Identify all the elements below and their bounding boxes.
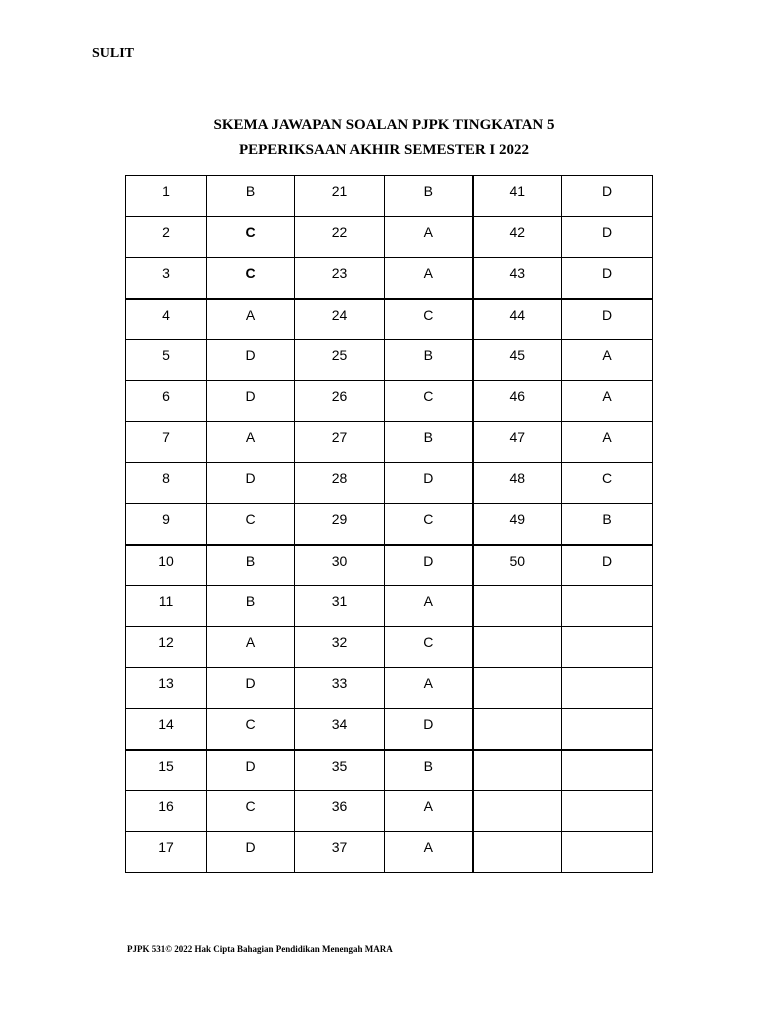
answer-cell xyxy=(385,381,473,422)
answer-cell xyxy=(562,586,653,627)
answer-key-body xyxy=(126,176,653,873)
question-number-cell xyxy=(295,463,385,504)
answer-letter: C xyxy=(423,388,434,404)
question-number: 3 xyxy=(162,265,170,281)
answer-cell xyxy=(562,381,653,422)
question-number-cell xyxy=(295,545,385,586)
answer-letter xyxy=(562,832,652,839)
table-row xyxy=(126,504,653,545)
table-row xyxy=(126,668,653,709)
table-row xyxy=(126,832,653,873)
question-number-cell xyxy=(126,217,207,258)
question-number-cell xyxy=(473,791,562,832)
answer-cell xyxy=(207,422,295,463)
table-row xyxy=(126,381,653,422)
question-number: 45 xyxy=(509,347,526,363)
question-number-cell xyxy=(473,381,562,422)
answer-letter: A xyxy=(423,839,433,855)
question-number: 4 xyxy=(162,306,170,323)
answer-cell xyxy=(562,791,653,832)
question-number xyxy=(474,709,562,716)
answer-cell xyxy=(207,504,295,545)
question-number-cell xyxy=(126,709,207,750)
question-number: 15 xyxy=(158,757,174,774)
answer-cell xyxy=(207,750,295,791)
document-title: SKEMA JAWAPAN SOALAN PJPK TINGKATAN 5 xyxy=(213,117,555,133)
table-row xyxy=(126,791,653,832)
question-number-cell xyxy=(473,258,562,299)
question-number-cell xyxy=(473,627,562,668)
question-number: 48 xyxy=(509,470,526,486)
answer-cell xyxy=(562,832,653,873)
answer-cell xyxy=(562,709,653,750)
question-number: 10 xyxy=(158,552,174,569)
answer-cell xyxy=(207,709,295,750)
question-number: 34 xyxy=(331,716,348,732)
question-number: 22 xyxy=(331,224,348,240)
question-number: 25 xyxy=(331,347,348,363)
question-number xyxy=(474,832,562,839)
question-number-cell xyxy=(126,545,207,586)
answer-cell xyxy=(385,586,473,627)
answer-letter: C xyxy=(245,265,256,281)
question-number-cell xyxy=(295,668,385,709)
answer-cell xyxy=(385,709,473,750)
question-number: 37 xyxy=(331,839,348,855)
question-number: 28 xyxy=(331,470,348,486)
table-row xyxy=(126,463,653,504)
answer-cell xyxy=(385,627,473,668)
answer-cell xyxy=(562,627,653,668)
table-row xyxy=(126,750,653,791)
question-number-cell xyxy=(126,299,207,340)
answer-letter xyxy=(562,586,652,593)
question-number-cell xyxy=(473,340,562,381)
question-number-cell xyxy=(295,299,385,340)
table-row xyxy=(126,176,653,217)
question-number xyxy=(474,751,562,758)
question-number-cell xyxy=(473,586,562,627)
question-number: 23 xyxy=(331,265,348,281)
answer-cell xyxy=(385,545,473,586)
question-number-cell xyxy=(126,422,207,463)
answer-letter: A xyxy=(245,306,256,323)
answer-letter: B xyxy=(423,347,433,363)
question-number: 30 xyxy=(331,552,348,569)
question-number: 17 xyxy=(158,839,174,855)
answer-key-table xyxy=(125,175,653,873)
answer-cell xyxy=(385,176,473,217)
answer-letter: C xyxy=(245,798,256,814)
table-row xyxy=(126,709,653,750)
answer-letter xyxy=(562,627,652,634)
answer-letter xyxy=(562,709,652,716)
answer-cell xyxy=(562,299,653,340)
answer-cell xyxy=(562,668,653,709)
answer-cell xyxy=(207,627,295,668)
answer-cell xyxy=(207,299,295,340)
question-number-cell xyxy=(295,627,385,668)
answer-letter: A xyxy=(245,429,256,445)
question-number-cell xyxy=(473,832,562,873)
question-number xyxy=(474,668,562,675)
question-number: 46 xyxy=(509,388,526,404)
question-number-cell xyxy=(126,668,207,709)
question-number-cell xyxy=(295,750,385,791)
question-number: 32 xyxy=(331,634,348,650)
copyright-footer: PJPK 531© 2022 Hak Cipta Bahagian Pendidikan Menengah MARA xyxy=(127,944,393,954)
question-number-cell xyxy=(295,176,385,217)
question-number-cell xyxy=(295,586,385,627)
answer-letter: B xyxy=(423,183,433,199)
question-number-cell xyxy=(126,791,207,832)
table-row xyxy=(126,586,653,627)
question-number: 7 xyxy=(162,429,170,445)
answer-cell xyxy=(562,217,653,258)
question-number-cell xyxy=(295,340,385,381)
answer-letter: A xyxy=(423,593,433,609)
table-row xyxy=(126,340,653,381)
question-number-cell xyxy=(295,422,385,463)
question-number: 47 xyxy=(509,429,526,445)
answer-letter: A xyxy=(602,388,612,404)
question-number: 2 xyxy=(162,224,170,240)
answer-letter: B xyxy=(245,552,256,569)
answer-letter: A xyxy=(423,224,433,240)
table-row xyxy=(126,299,653,340)
question-number: 35 xyxy=(331,757,348,774)
answer-cell xyxy=(207,340,295,381)
answer-letter: C xyxy=(423,511,434,527)
answer-cell xyxy=(207,832,295,873)
answer-letter: B xyxy=(423,757,433,774)
question-number-cell xyxy=(126,176,207,217)
question-number xyxy=(474,791,562,798)
question-number: 42 xyxy=(509,224,526,240)
question-number xyxy=(474,627,562,634)
answer-letter: D xyxy=(601,552,613,569)
question-number-cell xyxy=(126,463,207,504)
answer-letter: A xyxy=(423,265,433,281)
question-number-cell xyxy=(295,504,385,545)
question-number-cell xyxy=(473,504,562,545)
document-subtitle: PEPERIKSAAN AKHIR SEMESTER I 2022 xyxy=(238,142,530,158)
question-number: 29 xyxy=(331,511,348,527)
question-number-cell xyxy=(473,750,562,791)
question-number: 44 xyxy=(509,306,526,323)
question-number: 14 xyxy=(158,716,174,732)
answer-letter: D xyxy=(601,265,613,281)
question-number-cell xyxy=(473,709,562,750)
table-row xyxy=(126,545,653,586)
question-number-cell xyxy=(295,258,385,299)
question-number-cell xyxy=(126,258,207,299)
answer-cell xyxy=(207,258,295,299)
answer-letter: C xyxy=(245,511,256,527)
question-number: 24 xyxy=(331,306,348,323)
question-number: 50 xyxy=(509,552,526,569)
question-number: 26 xyxy=(331,388,348,404)
question-number-cell xyxy=(473,668,562,709)
question-number-cell xyxy=(126,832,207,873)
question-number: 33 xyxy=(331,675,348,691)
question-number-cell xyxy=(473,463,562,504)
question-number: 16 xyxy=(158,798,174,814)
table-row xyxy=(126,258,653,299)
answer-letter: C xyxy=(245,224,256,240)
answer-cell xyxy=(385,668,473,709)
answer-cell xyxy=(562,504,653,545)
answer-cell xyxy=(385,750,473,791)
question-number: 36 xyxy=(331,798,348,814)
answer-letter: B xyxy=(245,593,256,609)
answer-letter: B xyxy=(245,183,256,199)
answer-letter: C xyxy=(423,306,434,323)
question-number-cell xyxy=(126,504,207,545)
question-number-cell xyxy=(473,545,562,586)
question-number-cell xyxy=(295,709,385,750)
answer-cell xyxy=(385,340,473,381)
question-number-cell xyxy=(473,299,562,340)
answer-letter: A xyxy=(423,675,433,691)
answer-letter: A xyxy=(602,347,612,363)
question-number-cell xyxy=(295,381,385,422)
answer-letter: D xyxy=(245,757,256,774)
question-number: 11 xyxy=(158,593,174,609)
question-number: 5 xyxy=(162,347,170,363)
answer-letter: D xyxy=(423,716,434,732)
question-number-cell xyxy=(295,791,385,832)
answer-letter xyxy=(562,668,652,675)
answer-cell xyxy=(207,381,295,422)
question-number: 27 xyxy=(331,429,348,445)
answer-cell xyxy=(385,832,473,873)
answer-letter: D xyxy=(245,470,256,486)
question-number-cell xyxy=(473,422,562,463)
question-number-cell xyxy=(126,340,207,381)
question-number: 31 xyxy=(331,593,348,609)
answer-cell xyxy=(207,586,295,627)
answer-letter: C xyxy=(245,716,256,732)
answer-letter: D xyxy=(245,388,256,404)
answer-letter: D xyxy=(601,183,613,199)
answer-letter: A xyxy=(602,429,612,445)
classification-label: SULIT xyxy=(92,46,135,61)
answer-cell xyxy=(385,463,473,504)
question-number-cell xyxy=(126,627,207,668)
answer-letter: D xyxy=(601,224,613,240)
answer-cell xyxy=(562,422,653,463)
answer-letter: C xyxy=(601,470,613,486)
answer-cell xyxy=(562,258,653,299)
question-number xyxy=(474,586,562,593)
answer-letter: A xyxy=(423,798,433,814)
table-row xyxy=(126,627,653,668)
question-number: 8 xyxy=(162,470,170,486)
question-number: 1 xyxy=(162,183,170,199)
answer-cell xyxy=(207,217,295,258)
question-number-cell xyxy=(126,381,207,422)
answer-cell xyxy=(207,463,295,504)
answer-letter: D xyxy=(423,552,434,569)
question-number: 13 xyxy=(158,675,174,691)
answer-cell xyxy=(562,176,653,217)
answer-letter: D xyxy=(601,306,613,323)
answer-cell xyxy=(562,750,653,791)
table-row xyxy=(126,422,653,463)
question-number: 6 xyxy=(162,388,170,404)
question-number-cell xyxy=(295,217,385,258)
answer-cell xyxy=(385,504,473,545)
answer-cell xyxy=(562,463,653,504)
answer-letter: A xyxy=(245,634,256,650)
question-number: 9 xyxy=(162,511,170,527)
answer-letter xyxy=(562,751,652,758)
answer-cell xyxy=(385,217,473,258)
question-number: 49 xyxy=(509,511,526,527)
answer-letter: B xyxy=(602,511,612,527)
answer-cell xyxy=(207,668,295,709)
answer-letter: D xyxy=(245,839,256,855)
answer-letter: D xyxy=(245,675,256,691)
answer-letter: B xyxy=(423,429,433,445)
question-number: 21 xyxy=(331,183,348,199)
question-number: 41 xyxy=(509,183,526,199)
answer-cell xyxy=(385,422,473,463)
answer-letter: C xyxy=(423,634,434,650)
question-number-cell xyxy=(473,176,562,217)
answer-cell xyxy=(562,545,653,586)
answer-letter: D xyxy=(245,347,256,363)
answer-cell xyxy=(207,791,295,832)
answer-cell xyxy=(207,545,295,586)
answer-cell xyxy=(562,340,653,381)
table-row xyxy=(126,217,653,258)
question-number: 43 xyxy=(509,265,526,281)
question-number-cell xyxy=(295,832,385,873)
question-number-cell xyxy=(473,217,562,258)
answer-cell xyxy=(385,791,473,832)
answer-letter: D xyxy=(423,470,434,486)
answer-cell xyxy=(385,299,473,340)
question-number: 12 xyxy=(158,634,174,650)
answer-cell xyxy=(207,176,295,217)
answer-cell xyxy=(385,258,473,299)
answer-letter xyxy=(562,791,652,798)
question-number-cell xyxy=(126,586,207,627)
question-number-cell xyxy=(126,750,207,791)
